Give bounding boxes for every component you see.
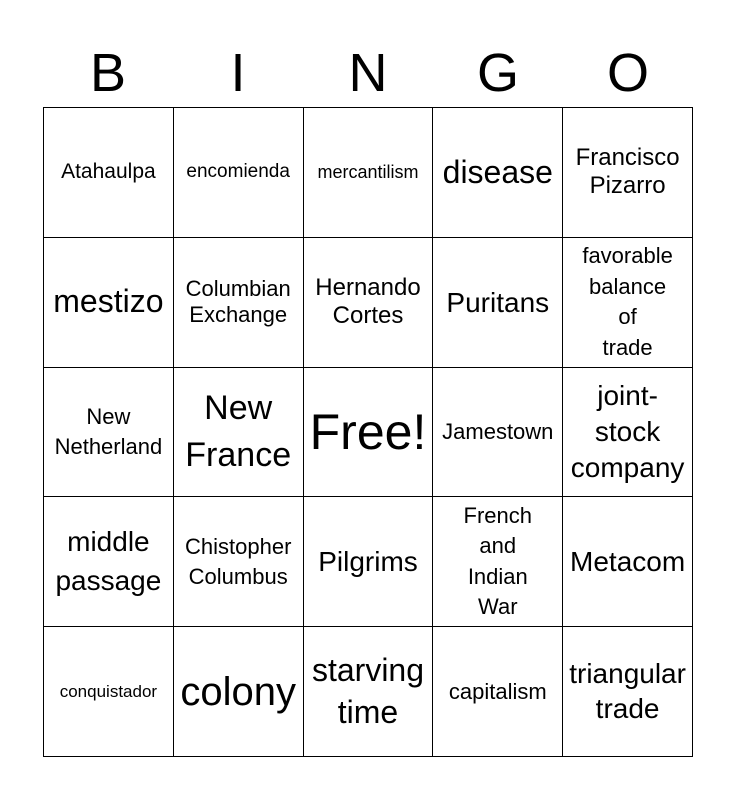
- header-letter-n: N: [348, 43, 388, 103]
- cell-label: New France: [185, 389, 292, 474]
- bingo-cell[interactable]: [433, 238, 563, 368]
- bingo-cell[interactable]: [44, 497, 174, 627]
- cell-label: conquistador: [59, 681, 158, 701]
- cell-label: mercantilism: [317, 161, 419, 182]
- bingo-cell[interactable]: [563, 627, 693, 757]
- cell-label: Columbian Exchange: [185, 276, 291, 328]
- bingo-cell[interactable]: [304, 368, 434, 498]
- bingo-cell[interactable]: [433, 627, 563, 757]
- bingo-header: [43, 40, 693, 106]
- cell-label: mestizo: [53, 283, 164, 320]
- bingo-cell[interactable]: [44, 368, 174, 498]
- bingo-cell[interactable]: [563, 238, 693, 368]
- bingo-card-grid: [43, 107, 693, 757]
- header-letter-g: G: [476, 43, 519, 103]
- cell-label: colony: [180, 669, 296, 714]
- cell-label: New Netherland: [54, 404, 163, 459]
- free-space-label: Free!: [309, 403, 427, 460]
- bingo-cell[interactable]: [174, 627, 304, 757]
- bingo-cell[interactable]: [563, 108, 693, 238]
- cell-label: encomienda: [186, 161, 290, 183]
- cell-label: Chistopher Columbus: [185, 534, 292, 589]
- header-letter-b: B: [89, 43, 127, 103]
- bingo-cell[interactable]: [174, 368, 304, 498]
- bingo-cell[interactable]: [44, 108, 174, 238]
- header-letter-i: I: [230, 43, 246, 103]
- cell-label: favorable balance of trade: [582, 243, 673, 360]
- header-letter-o: O: [606, 43, 649, 103]
- cell-label: Francisco Pizarro: [575, 144, 680, 200]
- cell-label: Pilgrims: [318, 546, 418, 578]
- cell-label: starving time: [311, 652, 425, 730]
- cell-label: middle passage: [55, 526, 162, 596]
- bingo-cell[interactable]: [433, 368, 563, 498]
- cell-label: capitalism: [448, 678, 547, 704]
- cell-label: Puritans: [446, 286, 550, 318]
- bingo-cell[interactable]: [44, 238, 174, 368]
- bingo-cell[interactable]: [433, 108, 563, 238]
- cell-label: Hernando Cortes: [315, 273, 421, 330]
- bingo-cell[interactable]: [563, 497, 693, 627]
- cell-label: disease: [442, 153, 553, 190]
- cell-label: Jamestown: [442, 419, 554, 445]
- bingo-cell[interactable]: [304, 627, 434, 757]
- bingo-cell[interactable]: [44, 627, 174, 757]
- bingo-cell[interactable]: [304, 497, 434, 627]
- cell-label: Metacom: [570, 546, 686, 578]
- bingo-cell[interactable]: [304, 238, 434, 368]
- bingo-cell[interactable]: [304, 108, 434, 238]
- bingo-cell[interactable]: [174, 108, 304, 238]
- bingo-cell[interactable]: [174, 238, 304, 368]
- cell-label: French and Indian War: [463, 503, 533, 620]
- bingo-cell[interactable]: [433, 497, 563, 627]
- cell-label: joint- stock company: [570, 380, 685, 483]
- cell-label: triangular trade: [569, 658, 686, 724]
- cell-label: Atahaulpa: [61, 160, 156, 184]
- bingo-cell[interactable]: [174, 497, 304, 627]
- bingo-cell[interactable]: [563, 368, 693, 498]
